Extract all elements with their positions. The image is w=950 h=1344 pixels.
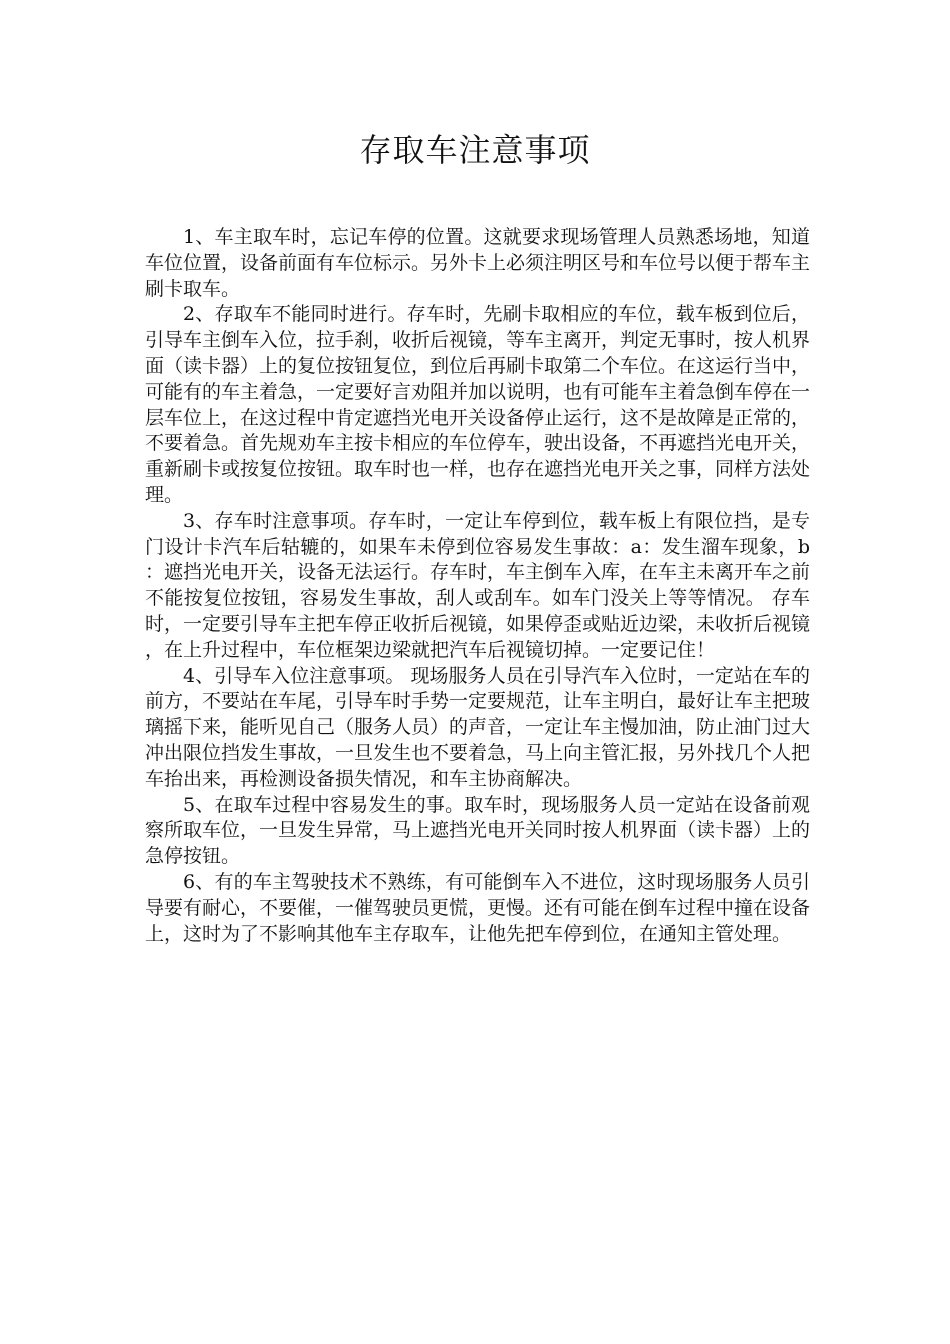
paragraph-4: 4、引导车入位注意事项。 现场服务人员在引导汽车入位时，一定站在车的前方，不要站在车尾，引导车时手势一定要规范，让车主明白，最好让车主把玻璃摇下来，能听见自己（服务人员）的声音，一定让车主慢加油，防止油门过大冲出限位挡发生事故，一旦发生也不要着急，马上向主管汇报，另外找几个人把车抬出来，再检测设备损失情况，和车主协商解决。 xyxy=(145,664,811,790)
paragraph-2: 2、存取车不能同时进行。存车时，先刷卡取相应的车位，载车板到位后，引导车主倒车入位，拉手刹，收折后视镜，等车主离开，判定无事时，按人机界面（读卡器）上的复位按钮复位，到位后再刷卡取第二个车位。在这运行当中，可能有的车主着急，一定要好言劝阻并加以说明，也有可能车主着急倒车停在一层车位上，在这过程中肯定遮挡光电开关设备停止运行，这不是故障是正常的，不要着急。首先规劝车主按卡相应的车位停车，驶出设备，不再遮挡光电开关，重新刷卡或按复位按钮。取车时也一样，也存在遮挡光电开关之事，同样方法处理。 xyxy=(145,303,811,506)
document-title: 存取车注意事项 xyxy=(359,131,591,169)
paragraph-6: 6、有的车主驾驶技术不熟练，有可能倒车入不进位，这时现场服务人员引导要有耐心，不要催，一催驾驶员更慌，更慢。还有可能在倒车过程中撞在设备上，这时为了不影响其他车主存取车，让他先把车停到位，在通知主管处理。 xyxy=(145,870,811,945)
paragraph-5: 5、在取车过程中容易发生的事。取车时，现场服务人员一定站在设备前观察所取车位，一旦发生异常，马上遮挡光电开关同时按人机界面（读卡器）上的急停按钮。 xyxy=(145,793,811,868)
paragraph-1: 1、车主取车时，忘记车停的位置。这就要求现场管理人员熟悉场地，知道车位位置，设备前面有车位标示。另外卡上必须注明区号和车位号以便于帮车主刷卡取车。 xyxy=(145,226,811,300)
paragraph-3: 3、存车时注意事项。存车时，一定让车停到位，载车板上有限位挡，是专门设计卡汽车后轱辘的，如果车未停到位容易发生事故：a：发生溜车现象，b：遮挡光电开关，设备无法运行。存车时，车主倒车入库，在车主未离开车之前不能按复位按钮，容易发生事故，刮人或刮车。如车门没关上等等情况。 存车时，一定要引导车主把车停正收折后视镜，如果停歪或贴近边梁，未收折后视镜，在上升过程中，车位框架边梁就把汽车后视镜切掉。一定要记住！ xyxy=(145,509,811,661)
document-body xyxy=(145,225,810,947)
